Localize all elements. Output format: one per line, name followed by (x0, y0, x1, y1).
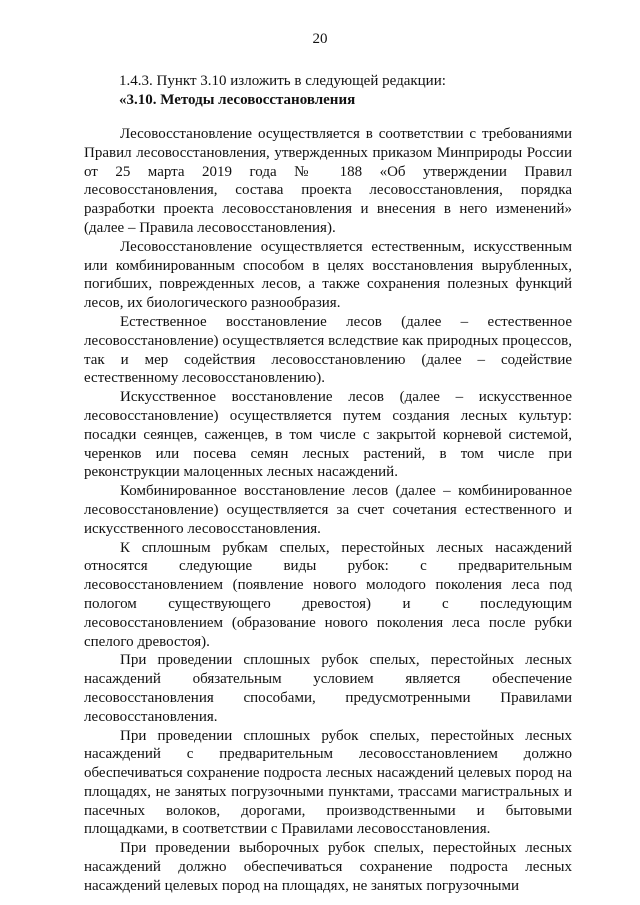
section-title: «3.10. Методы лесовосстановления (119, 92, 356, 108)
paragraph: Лесовосстановление осуществляется естественным, искусственным или комбинированным способом в целях восстановления вырубленных, погибших, поврежденных лесов, а также сохранения полезных функций лесов, их биологического разнообразия. (84, 238, 572, 312)
paragraph: При проведении сплошных рубок спелых, перестойных лесных насаждений обязательным условием является обеспечение лесовосстановления способами, предусмотренными Правилами лесовосстановления. (84, 652, 572, 725)
paragraph: К сплошным рубкам спелых, перестойных лесных насаждений относятся следующие виды рубок: с предварительным лесовосстановлением (появление нового молодого поколения леса под пологом существующего древостоя) и с последующим лесовосстановлением (образование нового поколения леса после рубки спелого древостоя). (84, 539, 572, 650)
paragraph: Естественное восстановление лесов (далее – естественное лесовосстановление) осуществляется вследствие как природных процессов, так и мер содействия лесовосстановлению (далее – содействие естественному лесовосстановлению). (84, 313, 572, 387)
page-number: 20 (312, 31, 328, 47)
amendment-point: 1.4.3. Пункт 3.10 изложить в следующей редакции: (119, 73, 446, 89)
paragraph: При проведении сплошных рубок спелых, перестойных лесных насаждений с предварительным лесовосстановлением должно обеспечиваться сохранение подроста лесных насаждений целевых пород на площадях, не занятых погрузочными пунктами, трассами магистральных и пасечных волоков, дорогами, производственными и бытовыми площадками, в соответствии с Правилами лесовосстановления. (84, 727, 572, 838)
paragraph: Лесовосстановление осуществляется в соответствии с требованиями Правил лесовосстановления, утвержденных приказом Минприроды России от 25 марта 2019 года № 188 «Об утверждении Правил лесовосстановления, состава проекта лесовосстановления, порядка разработки проекта лесовосстановления и внесения в него изменений» (далее – Правила лесовосстановления). (84, 126, 572, 236)
document-body (84, 125, 572, 896)
paragraph: Комбинированное восстановление лесов (далее – комбинированное лесовосстановление) осуществляется за счет сочетания естественного и искусственного лесовосстановления. (84, 483, 572, 537)
paragraph: При проведении выборочных рубок спелых, перестойных лесных насаждений должно обеспечиваться сохранение подроста лесных насаждений целевых пород на площадях, не занятых погрузочными (84, 840, 572, 894)
paragraph: Искусственное восстановление лесов (далее – искусственное лесовосстановление) осуществляется путем создания лесных культур: посадки сеянцев, саженцев, в том числе с закрытой корневой системой, черенков или посева семян лесных растений, в том числе при реконструкции малоценных лесных насаждений. (84, 389, 572, 481)
